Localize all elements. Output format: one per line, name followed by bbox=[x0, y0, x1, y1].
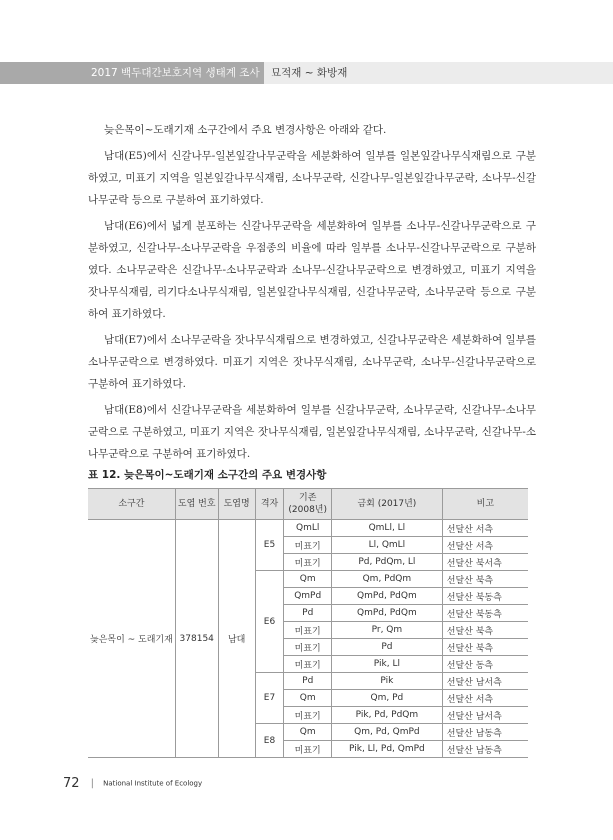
table-header-row bbox=[88, 489, 528, 520]
cell-map-name: 남대 bbox=[218, 520, 255, 758]
cell-existing: 미표기 bbox=[284, 656, 332, 673]
header-report-title: 2017 백두대간보호지역 생태계 조사 bbox=[0, 62, 264, 84]
cell-existing: 미표기 bbox=[284, 707, 332, 724]
cell-remarks: 선달산 서측 bbox=[442, 537, 528, 554]
paragraph: 남대(E8)에서 신갈나무군락을 세분화하여 일부를 신갈나무군락, 소나무군락, 신갈나무-소나무군락으로 구분하였고, 미표기 지역은 잣나무식재림, 일본잎갈나무식재림, 소나무군락, 신갈나무-소나무군락으로 구분하여 표기하였다. bbox=[88, 403, 536, 460]
cell-existing: Qm bbox=[284, 690, 332, 707]
paragraph: 남대(E5)에서 신갈나무-일본잎갈나무군락을 세분화하여 일부를 일본잎갈나무식재림으로 구분하였고, 미표기 지역을 일본잎갈나무식재림, 소나무군락, 신갈나무-일본잎갈나무군락, 소나무-신갈나무군락 등으로 구분하여 표기하였다. bbox=[88, 150, 536, 206]
body-text bbox=[88, 120, 536, 470]
cell-remarks: 선달산 동측 bbox=[442, 656, 528, 673]
header-map-number: 도엽 번호 bbox=[175, 489, 218, 520]
cell-grid: E6 bbox=[255, 571, 284, 673]
cell-existing: QmLl bbox=[284, 520, 332, 537]
cell-current: Pik, Pd, PdQm bbox=[332, 707, 443, 724]
header-section-range: 묘적재 ~ 화방재 bbox=[264, 62, 613, 84]
cell-existing: 미표기 bbox=[284, 741, 332, 758]
cell-current: QmPd, PdQm bbox=[332, 588, 443, 605]
cell-grid: E7 bbox=[255, 673, 284, 724]
paragraph: 늦은목이~도래기재 소구간에서 주요 변경사항은 아래와 같다. bbox=[104, 124, 387, 136]
cell-existing: Qm bbox=[284, 724, 332, 741]
table-body bbox=[88, 520, 528, 758]
cell-remarks: 선달산 북측 bbox=[442, 622, 528, 639]
page-footer bbox=[63, 773, 202, 792]
cell-grid: E5 bbox=[255, 520, 284, 571]
changes-table bbox=[88, 488, 528, 758]
cell-remarks: 선달산 북측 bbox=[442, 571, 528, 588]
cell-existing: 미표기 bbox=[284, 554, 332, 571]
header-grid: 격자 bbox=[255, 489, 284, 520]
header-map-name: 도엽명 bbox=[218, 489, 255, 520]
header-current: 금회 (2017년) bbox=[332, 489, 443, 520]
cell-current: Qm, PdQm bbox=[332, 571, 443, 588]
cell-remarks: 선달산 서측 bbox=[442, 520, 528, 537]
cell-current: Qm, Pd bbox=[332, 690, 443, 707]
cell-existing: Pd bbox=[284, 605, 332, 622]
table-caption: 표 12. 늦은목이~도래기재 소구간의 주요 변경사항 bbox=[88, 469, 327, 481]
cell-remarks: 선달산 북동측 bbox=[442, 605, 528, 622]
header-existing: 기존 (2008년) bbox=[284, 489, 332, 520]
cell-remarks: 선달산 남서측 bbox=[442, 673, 528, 690]
cell-current: QmLl, Ll bbox=[332, 520, 443, 537]
cell-current: Qm, Pd, QmPd bbox=[332, 724, 443, 741]
cell-current: Pik, Ll, Pd, QmPd bbox=[332, 741, 443, 758]
page-number: 72 bbox=[63, 776, 80, 791]
running-header bbox=[0, 62, 613, 84]
cell-current: QmPd, PdQm bbox=[332, 605, 443, 622]
table-row bbox=[88, 520, 528, 537]
cell-existing: QmPd bbox=[284, 588, 332, 605]
cell-existing: 미표기 bbox=[284, 537, 332, 554]
cell-remarks: 선달산 남서측 bbox=[442, 707, 528, 724]
cell-subsection: 늦은목이 ~ 도래기재 bbox=[88, 520, 175, 758]
cell-current: Ll, QmLl bbox=[332, 537, 443, 554]
cell-current: Pd, PdQm, Ll bbox=[332, 554, 443, 571]
cell-remarks: 선달산 남동측 bbox=[442, 741, 528, 758]
header-remarks: 비고 bbox=[442, 489, 528, 520]
cell-existing: 미표기 bbox=[284, 639, 332, 656]
cell-current: Pr, Qm bbox=[332, 622, 443, 639]
cell-remarks: 선달산 북동측 bbox=[442, 588, 528, 605]
cell-current: Pik, Ll bbox=[332, 656, 443, 673]
header-subsection: 소구간 bbox=[88, 489, 175, 520]
footer-institution: National Institute of Ecology bbox=[103, 779, 203, 788]
cell-remarks: 선달산 남동측 bbox=[442, 724, 528, 741]
footer-separator: | bbox=[90, 778, 95, 789]
cell-remarks: 선달산 북측 bbox=[442, 639, 528, 656]
paragraph: 남대(E7)에서 소나무군락을 잣나무식재림으로 변경하였고, 신갈나무군락은 세분화하여 일부를 소나무군락으로 변경하였다. 미표기 지역은 잣나무식재림, 소나무군락, 소나무-신갈나무군락으로 구분하여 표기하였다. bbox=[88, 333, 536, 390]
cell-current: Pik bbox=[332, 673, 443, 690]
paragraph: 남대(E6)에서 넓게 분포하는 신갈나무군락을 세분화하여 일부를 소나무-신갈나무군락으로 구분하였고, 신갈나무-소나무군락을 우점종의 비율에 따라 일부를 소나무-신갈나무군락으로 구분하였다. 소나무군락은 신갈나무-소나무군락과 소나무-신갈나무군락으로 변경하였고, 미표기 지역을 잣나무식재림, 리기다소나무식재림, 일본잎갈나무식재림, 신갈나무군락, 소나무군락 등으로 구분하여 표기하였다. bbox=[88, 220, 536, 320]
cell-existing: Qm bbox=[284, 571, 332, 588]
cell-remarks: 선달산 북서측 bbox=[442, 554, 528, 571]
cell-current: Pd bbox=[332, 639, 443, 656]
cell-grid: E8 bbox=[255, 724, 284, 758]
cell-map-number: 378154 bbox=[175, 520, 218, 758]
cell-existing: Pd bbox=[284, 673, 332, 690]
cell-remarks: 선달산 서측 bbox=[442, 690, 528, 707]
cell-existing: 미표기 bbox=[284, 622, 332, 639]
